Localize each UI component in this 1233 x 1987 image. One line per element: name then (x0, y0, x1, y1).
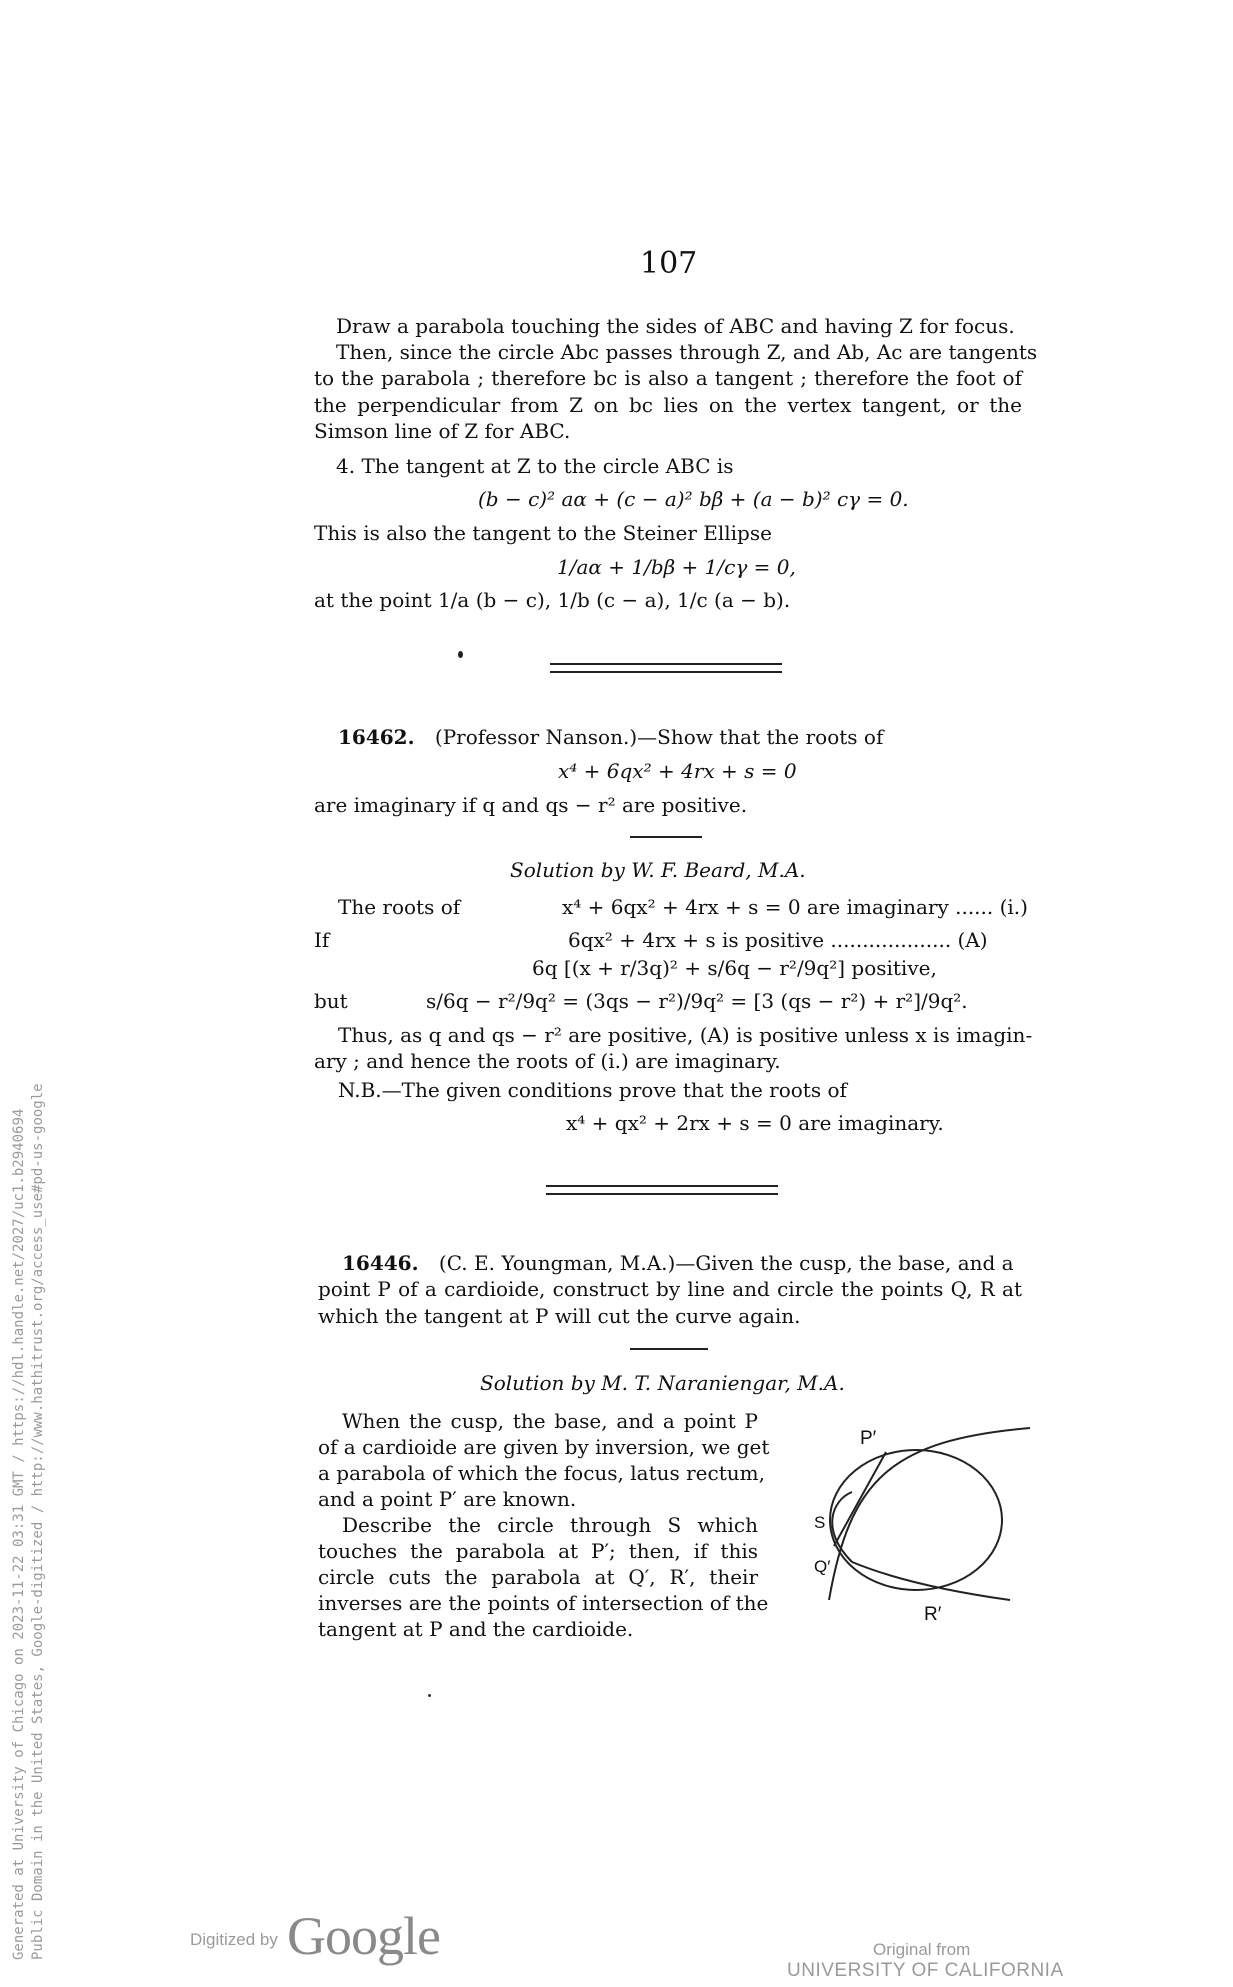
text-line: ary ; and hence the roots of (i.) are imaginary. (314, 1049, 781, 1073)
text-line: When the cusp, the base, and a point P (342, 1409, 758, 1433)
tangent-circle (830, 1450, 1002, 1590)
ink-dot (458, 651, 463, 658)
text-line: Simson line of Z for ABC. (314, 419, 571, 443)
equation: x⁴ + qx² + 2rx + s = 0 are imaginary. (566, 1111, 944, 1135)
problem-statement: —Show that the roots of (637, 725, 884, 749)
short-rule (630, 1348, 708, 1350)
google-logo: Google (287, 1906, 440, 1966)
ink-speck (428, 1694, 431, 1697)
digitized-by-label: Digitized by (190, 1930, 278, 1949)
text-line: of a cardioide are given by inversion, we get (318, 1435, 770, 1459)
text-line: N.B.—The given conditions prove that the roots of (338, 1078, 847, 1102)
label-q-prime: Q′ (814, 1557, 831, 1576)
text-label: The roots of (338, 895, 461, 919)
equation: (b − c)² aα + (c − a)² bβ + (a − b)² cγ = 0. (478, 487, 909, 511)
text-label: If (314, 928, 330, 952)
text-line: inverses are the points of intersection of the (318, 1591, 769, 1615)
original-from-label: Original from (873, 1940, 971, 1959)
page-number: 107 (640, 246, 698, 281)
equation: x⁴ + 6qx² + 4rx + s = 0 are imaginary ...... (i.) (562, 895, 1028, 919)
equation: 6q [(x + r/3q)² + s/6q − r²/9q²] positive, (532, 956, 937, 980)
text-line: are imaginary if q and qs − r² are positive. (314, 793, 748, 817)
text-line: the perpendicular from Z on bc lies on the vertex tangent, or the (314, 393, 1022, 417)
text-line: This is also the tangent to the Steiner Ellipse (314, 521, 772, 545)
equation: s/6q − r²/9q² = (3qs − r²)/9q² = [3 (qs − r²) + r²]/9q². (426, 989, 968, 1013)
problem-number: 16446. (342, 1251, 419, 1275)
text-line: Draw a parabola touching the sides of ABC and having Z for focus. (336, 314, 1015, 338)
problem-proposer: (C. E. Youngman, M.A.) (438, 1251, 676, 1275)
solution-heading: Solution by W. F. Beard, M.A. (510, 858, 806, 882)
problem-header (338, 724, 883, 750)
label-s: S (814, 1513, 826, 1532)
text-line: Then, since the circle Abc passes through Z, and Ab, Ac are tangents (336, 340, 1038, 364)
institution-label: UNIVERSITY OF CALIFORNIA (787, 1960, 1064, 1981)
text-label: but (314, 989, 348, 1013)
text-line: and a point P′ are known. (318, 1487, 577, 1511)
parabola-upper-arc (829, 1428, 1030, 1600)
equation: x⁴ + 6qx² + 4rx + s = 0 (558, 759, 797, 783)
section-divider (550, 663, 782, 673)
text-line: at the point 1/a (b − c), 1/b (c − a), 1/c (a − b). (314, 588, 791, 612)
text-line: which the tangent at P will cut the curve again. (318, 1304, 801, 1328)
equation: 6qx² + 4rx + s is positive ................... (A) (568, 928, 988, 952)
text-line: Thus, as q and qs − r² are positive, (A) is positive unless x is imagin- (338, 1023, 1033, 1047)
text-line: tangent at P and the cardioide. (318, 1617, 634, 1641)
problem-number: 16462. (338, 725, 415, 749)
stamp-line: Public Domain in the United States, Google-digitized / http://www.hathitrust.org/access_use#pd-us-google (30, 1083, 46, 1960)
section-divider (546, 1185, 778, 1195)
equation: 1/aα + 1/bβ + 1/cγ = 0, (557, 555, 796, 579)
text-line: Describe the circle through S which (342, 1513, 758, 1537)
text-line: 4. The tangent at Z to the circle ABC is (336, 454, 734, 478)
problem-statement: —Given the cusp, the base, and a (675, 1251, 1014, 1275)
text-line: a parabola of which the focus, latus rectum, (318, 1461, 765, 1485)
cardioide-inversion-figure (790, 1420, 1040, 1630)
text-line: touches the parabola at P′; then, if this (318, 1539, 758, 1563)
text-line: circle cuts the parabola at Q′, R′, their (318, 1565, 758, 1589)
short-rule (630, 836, 702, 838)
text-line: point P of a cardioide, construct by line and circle the points Q, R at (318, 1277, 1022, 1301)
problem-proposer: (Professor Nanson.) (434, 725, 638, 749)
text-line: to the parabola ; therefore bc is also a tangent ; therefore the foot of (314, 366, 1022, 390)
stamp-line: Generated at University of Chicago on 2023-11-22 03:31 GMT / https://hdl.handle.net/2027/uc1.b2940694 (11, 1108, 27, 1960)
hathitrust-stamp (10, 1083, 48, 1960)
label-p-prime: P′ (860, 1428, 877, 1449)
label-r-prime: R′ (924, 1604, 942, 1625)
problem-header (342, 1250, 1014, 1276)
solution-heading: Solution by M. T. Naraniengar, M.A. (480, 1371, 845, 1395)
